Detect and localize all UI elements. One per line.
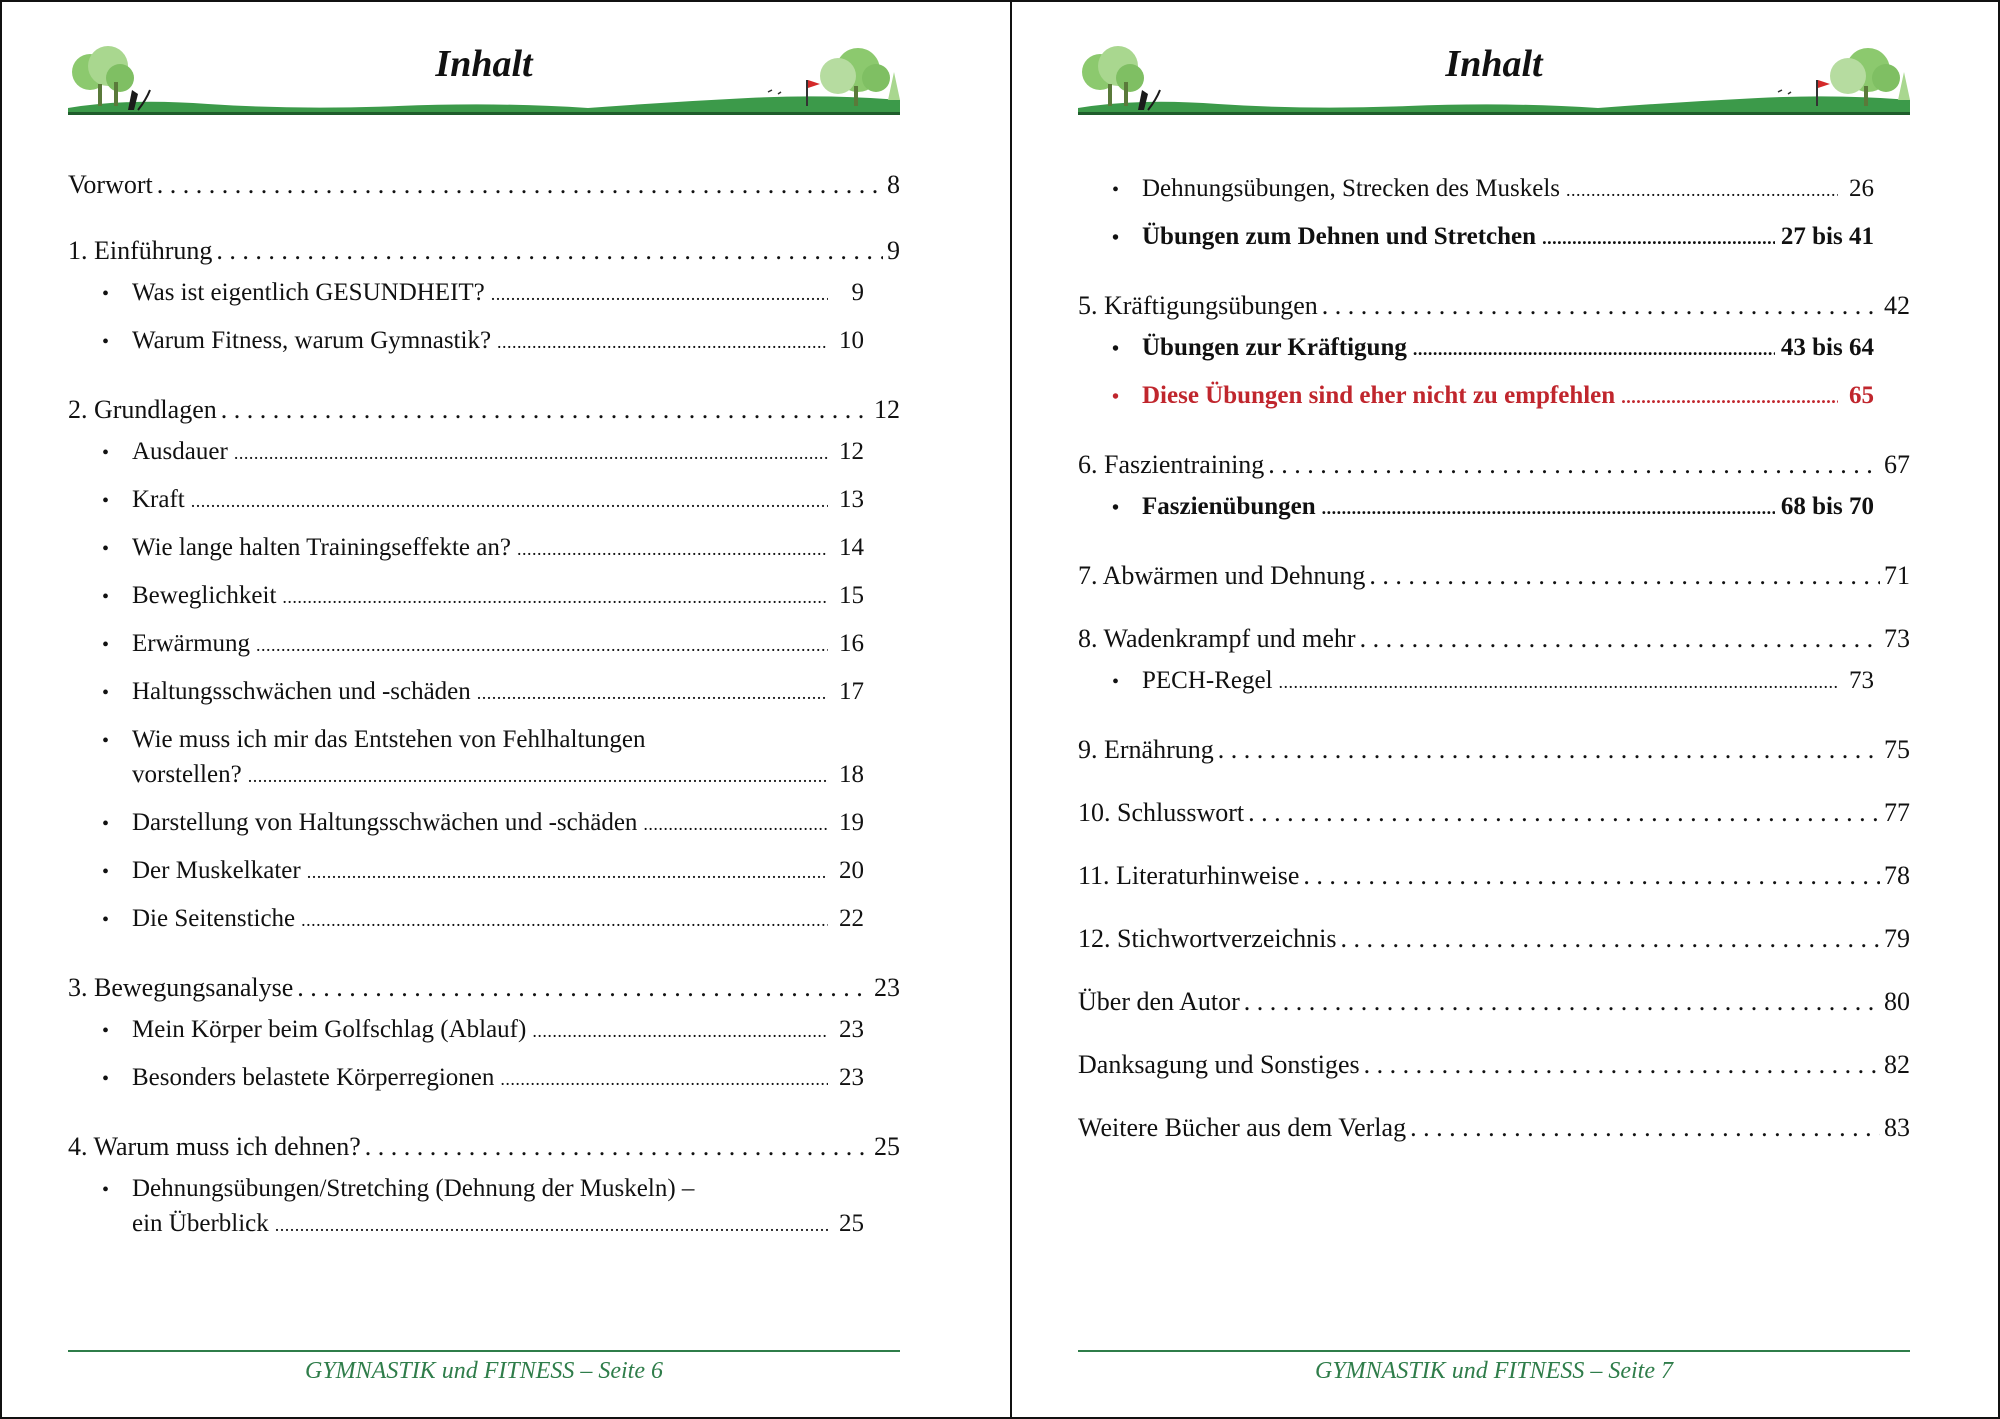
toc-page-number: 43 bis 64 bbox=[1780, 334, 1874, 361]
toc-sub-label: Was ist eigentlich GESUNDHEIT? bbox=[132, 279, 485, 306]
toc-entry[interactable] bbox=[1078, 287, 1910, 325]
bullet-icon: • bbox=[102, 634, 110, 656]
bullet-icon: • bbox=[102, 730, 110, 752]
page-title: Inhalt bbox=[1445, 43, 1543, 85]
toc-entry[interactable] bbox=[1078, 1046, 1910, 1084]
toc-page-number: 16 bbox=[839, 630, 864, 657]
toc-page-number: 23 bbox=[839, 1016, 864, 1043]
toc-sub-entry[interactable] bbox=[102, 477, 864, 525]
toc-entry[interactable] bbox=[1078, 920, 1910, 958]
toc-entry[interactable] bbox=[1078, 446, 1910, 484]
dot-leader bbox=[1542, 220, 1775, 255]
bullet-icon: • bbox=[1112, 386, 1120, 408]
toc-sub-entry[interactable] bbox=[1112, 214, 1874, 262]
dot-leader bbox=[307, 854, 828, 889]
toc-entry-label: 8. Wadenkrampf und mehr bbox=[1078, 624, 1356, 653]
dot-leader bbox=[1341, 920, 1881, 958]
toc-entry-label: 11. Literaturhinweise bbox=[1078, 861, 1300, 890]
toc-sub-label: Erwärmung bbox=[132, 630, 251, 657]
toc-sub-entry[interactable] bbox=[102, 669, 864, 717]
toc-sub-label: Warum Fitness, warum Gymnastik? bbox=[132, 327, 492, 354]
dot-leader bbox=[1360, 620, 1880, 658]
toc-page-number: 73 bbox=[1884, 624, 1910, 653]
toc-page-number: 82 bbox=[1884, 1050, 1910, 1079]
dot-leader bbox=[1410, 1109, 1880, 1147]
toc-page-number: 67 bbox=[1884, 450, 1910, 479]
toc-sub-entry[interactable] bbox=[102, 896, 864, 944]
dot-leader bbox=[275, 1207, 828, 1242]
toc-sub-label-line1: Wie muss ich mir das Entstehen von Fehlhaltungen bbox=[132, 726, 646, 753]
toc-page-number: 18 bbox=[839, 761, 864, 788]
dot-leader bbox=[1303, 857, 1880, 895]
dot-leader bbox=[216, 232, 883, 270]
toc-entry-label: 4. Warum muss ich dehnen? bbox=[68, 1132, 361, 1161]
toc-sub-label: Übungen zum Dehnen und Stretchen bbox=[1142, 223, 1537, 250]
dot-leader bbox=[248, 758, 828, 793]
toc-page-number: 9 bbox=[851, 279, 864, 306]
toc-page-number: 10 bbox=[839, 327, 864, 354]
toc-page-number: 14 bbox=[839, 534, 864, 561]
dot-leader bbox=[1268, 446, 1880, 484]
toc-sub-label: Wie lange halten Trainingseffekte an? bbox=[132, 534, 511, 561]
toc-sub-entry[interactable] bbox=[102, 621, 864, 669]
toc-page-number: 42 bbox=[1884, 291, 1910, 320]
toc-sub-label: Kraft bbox=[132, 486, 185, 513]
toc-sub-entry[interactable] bbox=[102, 525, 864, 573]
bullet-icon: • bbox=[102, 442, 110, 464]
dot-leader bbox=[365, 1128, 870, 1166]
bullet-icon: • bbox=[1112, 497, 1120, 519]
bullet-icon: • bbox=[102, 1068, 110, 1090]
dot-leader bbox=[1322, 490, 1775, 525]
toc-page-number: 13 bbox=[839, 486, 864, 513]
toc-sub-entry[interactable] bbox=[1112, 484, 1874, 532]
dot-leader bbox=[643, 806, 828, 841]
footer-text: GYMNASTIK und FITNESS – Seite 6 bbox=[305, 1358, 663, 1384]
dot-leader bbox=[1248, 794, 1880, 832]
toc-entry[interactable] bbox=[68, 166, 900, 204]
toc-sub-label: ein Überblick bbox=[132, 1210, 269, 1237]
toc-entry-label: Vorwort bbox=[68, 170, 153, 199]
toc-entry-label: 10. Schlusswort bbox=[1078, 798, 1245, 827]
dot-leader bbox=[282, 579, 828, 614]
dot-leader bbox=[256, 627, 828, 662]
toc-page-number: 80 bbox=[1884, 987, 1910, 1016]
toc-entry-label: 5. Kräftigungsübungen bbox=[1078, 291, 1318, 320]
toc-sub-label: PECH-Regel bbox=[1142, 667, 1273, 694]
toc-page-number: 8 bbox=[887, 170, 900, 199]
toc-page-number: 79 bbox=[1884, 924, 1910, 953]
toc-sub-entry[interactable] bbox=[1112, 658, 1874, 706]
toc-page-number: 22 bbox=[839, 905, 864, 932]
toc-entry[interactable] bbox=[68, 391, 900, 429]
toc-page-number: 27 bis 41 bbox=[1780, 223, 1874, 250]
toc-sub-label: Ausdauer bbox=[132, 438, 228, 465]
dot-leader bbox=[497, 324, 828, 359]
bullet-icon: • bbox=[102, 1020, 110, 1042]
page-right bbox=[1012, 2, 2000, 1417]
toc-page-number: 78 bbox=[1884, 861, 1910, 890]
bullet-icon: • bbox=[102, 861, 110, 883]
toc-sub-label: vorstellen? bbox=[132, 761, 242, 788]
toc-entry-label: Danksagung und Sonstiges bbox=[1078, 1050, 1360, 1079]
dot-leader bbox=[1566, 172, 1838, 207]
toc-entry-label: 6. Faszientraining bbox=[1078, 450, 1265, 479]
toc-entry[interactable] bbox=[68, 969, 900, 1007]
toc-entry-label: 3. Bewegungsanalyse bbox=[68, 973, 294, 1002]
toc-entry[interactable] bbox=[1078, 557, 1910, 595]
toc-sub-label: Besonders belastete Körperregionen bbox=[132, 1064, 495, 1091]
toc-sub-entry[interactable] bbox=[102, 1055, 864, 1103]
toc-page-number: 23 bbox=[874, 973, 900, 1002]
toc-sub-entry[interactable] bbox=[102, 717, 864, 800]
toc-sub-entry[interactable] bbox=[1112, 373, 1874, 421]
bullet-icon: • bbox=[102, 909, 110, 931]
toc-sub-entry[interactable] bbox=[102, 429, 864, 477]
toc-sub-label: Darstellung von Haltungsschwächen und -schäden bbox=[132, 809, 638, 836]
bullet-icon: • bbox=[1112, 227, 1120, 249]
page-title: Inhalt bbox=[435, 43, 533, 85]
toc-entry[interactable] bbox=[1078, 731, 1910, 769]
table-of-contents bbox=[68, 166, 900, 1249]
toc-page-number: 19 bbox=[839, 809, 864, 836]
bullet-icon: • bbox=[102, 813, 110, 835]
toc-page-number: 83 bbox=[1884, 1113, 1910, 1142]
dot-leader bbox=[301, 902, 828, 937]
table-of-contents bbox=[1078, 166, 1910, 1147]
dot-leader bbox=[1413, 331, 1775, 366]
dot-leader bbox=[1322, 287, 1880, 325]
dot-leader bbox=[1218, 731, 1880, 769]
bullet-icon: • bbox=[1112, 338, 1120, 360]
dot-leader bbox=[1621, 379, 1838, 414]
page-footer bbox=[68, 1350, 900, 1385]
toc-page-number: 9 bbox=[887, 236, 900, 265]
toc-sub-entry[interactable] bbox=[102, 270, 864, 318]
toc-sub-entry[interactable] bbox=[102, 1007, 864, 1055]
toc-entry[interactable] bbox=[1078, 620, 1910, 658]
toc-page-number: 25 bbox=[874, 1132, 900, 1161]
toc-page-number: 65 bbox=[1849, 382, 1874, 409]
bullet-icon: • bbox=[1112, 179, 1120, 201]
dot-leader bbox=[1279, 664, 1838, 699]
dot-leader bbox=[1369, 557, 1880, 595]
toc-sub-label: Diese Übungen sind eher nicht zu empfehlen bbox=[1142, 382, 1616, 409]
dot-leader bbox=[500, 1061, 828, 1096]
toc-sub-label: Haltungsschwächen und -schäden bbox=[132, 678, 471, 705]
toc-page-number: 15 bbox=[839, 582, 864, 609]
toc-entry[interactable] bbox=[68, 1128, 900, 1166]
toc-sub-entry[interactable] bbox=[102, 848, 864, 896]
toc-sub-label: Die Seitenstiche bbox=[132, 905, 296, 932]
footer-rule bbox=[68, 1350, 900, 1352]
bullet-icon: • bbox=[102, 331, 110, 353]
page-footer bbox=[1078, 1350, 1910, 1385]
dot-leader bbox=[157, 166, 883, 204]
toc-sub-label: Der Muskelkater bbox=[132, 857, 301, 884]
dot-leader bbox=[221, 391, 870, 429]
toc-entry-label: 1. Einführung bbox=[68, 236, 213, 265]
bullet-icon: • bbox=[102, 682, 110, 704]
toc-page-number: 17 bbox=[839, 678, 864, 705]
toc-entry-label: Über den Autor bbox=[1078, 987, 1240, 1016]
bullet-icon: • bbox=[102, 1179, 110, 1201]
dot-leader bbox=[234, 435, 828, 470]
toc-sub-label: Faszienübungen bbox=[1142, 493, 1316, 520]
toc-entry[interactable] bbox=[1078, 1109, 1910, 1147]
page-left bbox=[2, 2, 1010, 1417]
toc-entry-label: 9. Ernährung bbox=[1078, 735, 1214, 764]
toc-entry[interactable] bbox=[68, 232, 900, 270]
dot-leader bbox=[532, 1013, 828, 1048]
toc-sub-entry[interactable] bbox=[1112, 325, 1874, 373]
toc-page-number: 68 bis 70 bbox=[1780, 493, 1874, 520]
header-banner bbox=[1078, 42, 1910, 116]
toc-page-number: 77 bbox=[1884, 798, 1910, 827]
toc-page-number: 73 bbox=[1849, 667, 1874, 694]
toc-sub-entry[interactable] bbox=[102, 800, 864, 848]
toc-entry-label: Weitere Bücher aus dem Verlag bbox=[1078, 1113, 1407, 1142]
toc-entry[interactable] bbox=[1078, 857, 1910, 895]
header-banner bbox=[68, 42, 900, 116]
dot-leader bbox=[1244, 983, 1880, 1021]
toc-page-number: 12 bbox=[874, 395, 900, 424]
toc-entry[interactable] bbox=[1078, 794, 1910, 832]
toc-page-number: 23 bbox=[839, 1064, 864, 1091]
toc-sub-entry[interactable] bbox=[102, 318, 864, 366]
toc-sub-label: Dehnungsübungen, Strecken des Muskels bbox=[1142, 175, 1560, 202]
toc-page-number: 12 bbox=[839, 438, 864, 465]
dot-leader bbox=[1364, 1046, 1880, 1084]
bullet-icon: • bbox=[102, 586, 110, 608]
toc-page-number: 20 bbox=[839, 857, 864, 884]
bullet-icon: • bbox=[102, 283, 110, 305]
toc-sub-label: Übungen zur Kräftigung bbox=[1142, 334, 1407, 361]
toc-sub-label-line1: Dehnungsübungen/Stretching (Dehnung der Muskeln) – bbox=[132, 1175, 695, 1202]
toc-sub-label: Beweglichkeit bbox=[132, 582, 277, 609]
toc-entry[interactable] bbox=[1078, 983, 1910, 1021]
bullet-icon: • bbox=[102, 490, 110, 512]
toc-sub-entry[interactable] bbox=[102, 1166, 864, 1249]
dot-leader bbox=[477, 675, 828, 710]
dot-leader bbox=[297, 969, 870, 1007]
toc-sub-label: Mein Körper beim Golfschlag (Ablauf) bbox=[132, 1016, 527, 1043]
toc-page-number: 75 bbox=[1884, 735, 1910, 764]
toc-entry-label: 2. Grundlagen bbox=[68, 395, 217, 424]
toc-page-number: 71 bbox=[1884, 561, 1910, 590]
dot-leader bbox=[191, 483, 828, 518]
toc-entry-label: 7. Abwärmen und Dehnung bbox=[1078, 561, 1366, 590]
toc-sub-entry[interactable] bbox=[102, 573, 864, 621]
toc-page-number: 26 bbox=[1849, 175, 1874, 202]
footer-rule bbox=[1078, 1350, 1910, 1352]
footer-text: GYMNASTIK und FITNESS – Seite 7 bbox=[1315, 1358, 1673, 1384]
toc-sub-entry[interactable] bbox=[1112, 166, 1874, 214]
dot-leader bbox=[517, 531, 828, 566]
bullet-icon: • bbox=[1112, 671, 1120, 693]
toc-page-number: 25 bbox=[839, 1210, 864, 1237]
dot-leader bbox=[491, 276, 828, 311]
toc-entry-label: 12. Stichwortverzeichnis bbox=[1078, 924, 1337, 953]
bullet-icon: • bbox=[102, 538, 110, 560]
